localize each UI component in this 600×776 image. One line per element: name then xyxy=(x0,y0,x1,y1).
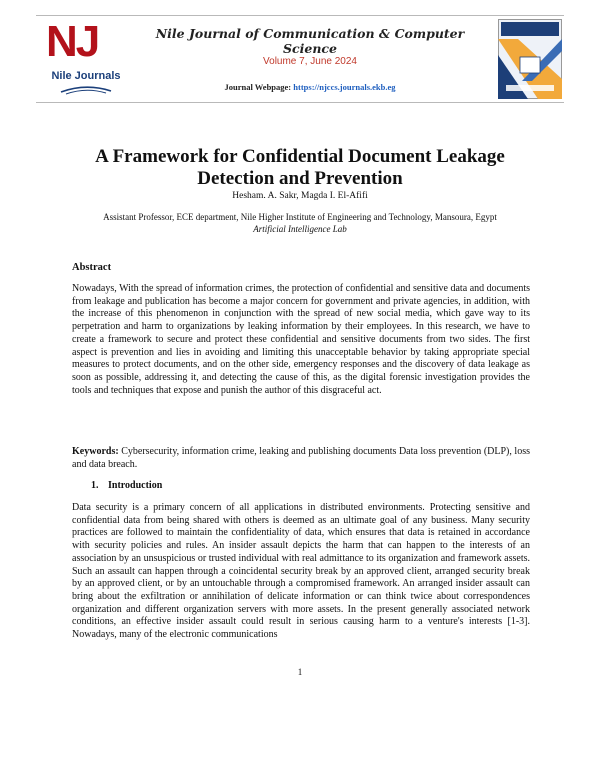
webpage-link[interactable]: https://njccs.journals.ekb.eg xyxy=(293,82,396,92)
abstract-heading: Abstract xyxy=(72,262,112,273)
section-number: 1. xyxy=(91,480,99,491)
keywords xyxy=(72,446,530,471)
webpage-label: Journal Webpage: xyxy=(224,82,294,92)
author-affiliation: Assistant Professor, ECE department, Nile Higher Institute of Engineering and Technology, Mansoura, Egypt xyxy=(103,212,497,222)
paper-title xyxy=(60,146,540,190)
logo-mark: NJ xyxy=(46,17,99,66)
keywords-text: Cybersecurity, information crime, leaking and publishing documents Data loss prevention (DLP), loss and data breach. xyxy=(72,446,530,470)
journal-webpage xyxy=(140,82,480,92)
volume-info: Volume 7, June 2024 xyxy=(263,56,357,67)
introduction-heading xyxy=(91,480,162,491)
page-number: 1 xyxy=(297,667,303,677)
abstract-text: Nowadays, With the spread of information crimes, the protection of confidential and sensitive data and documents from leakage and publication has become a major concern for government and private agencies, in addition, with the increase of this phenomenon in conjunction with the spread of new social media, which gave way to its perpetration and harm to organizations by leaking information by their employees. In this research, we have to create a framework to secure and protect these confidential and sensitive documents from two sides. The first aspect is prevention and lies in avoiding and limiting this unacceptable behavior by taking appropriate special measures to protect documents, and on the other side, emergency responses and the discovery of data leakage as soon as possible, addressing it, and detecting the cause of this, as the digital forensic investigation provides the tools and techniques that expose and punish the author of this disgraceful act. xyxy=(72,283,530,396)
logo-swoosh-icon xyxy=(60,85,112,95)
journal-title: Nile Journal of Communication & Computer Science xyxy=(155,26,465,56)
paper-authors: Hesham. A. Sakr, Magda I. El-Afifi xyxy=(232,191,368,201)
nile-journals-logo xyxy=(40,18,132,100)
keywords-label: Keywords: xyxy=(72,446,119,457)
lab-name: Artificial Intelligence Lab xyxy=(253,224,347,234)
publisher-name: Nile Journals xyxy=(51,70,121,82)
section-title: Introduction xyxy=(108,480,163,491)
journal-cover-thumbnail xyxy=(498,19,562,99)
paper-title-line-2: Detection and Prevention xyxy=(197,168,403,189)
introduction-text: Data security is a primary concern of all applications in distributed environments. Protecting sensitive and confidential data from being shared with others is deemed as an ultimate goal of any business. Many security practices are followed to maintain the confidentiality of data, which ensures that data is retained in accordance with security policies and rules. An insider assault depicts the harm that can happen to the interests of an association by an unsuspicious or trusted individual with real admittance to its organization and framework assets. Such an assault can happen through a coincidental security break by an approved client, arranged security break by an approved client, or by an untouchable through a compromised framework. An arranged insider assault can bring about the exfiltration or annihilation of delicate information or can think twice about correspondences organization and different organization servers with more assets. In the present generally associated network conditions, an effective insider assault could result in serious causing harm to a venture's interests [1-3]. Nowadays, many of the electronic communications xyxy=(72,502,530,641)
paper-title-line-1: A Framework for Confidential Document Leakage xyxy=(95,146,505,167)
